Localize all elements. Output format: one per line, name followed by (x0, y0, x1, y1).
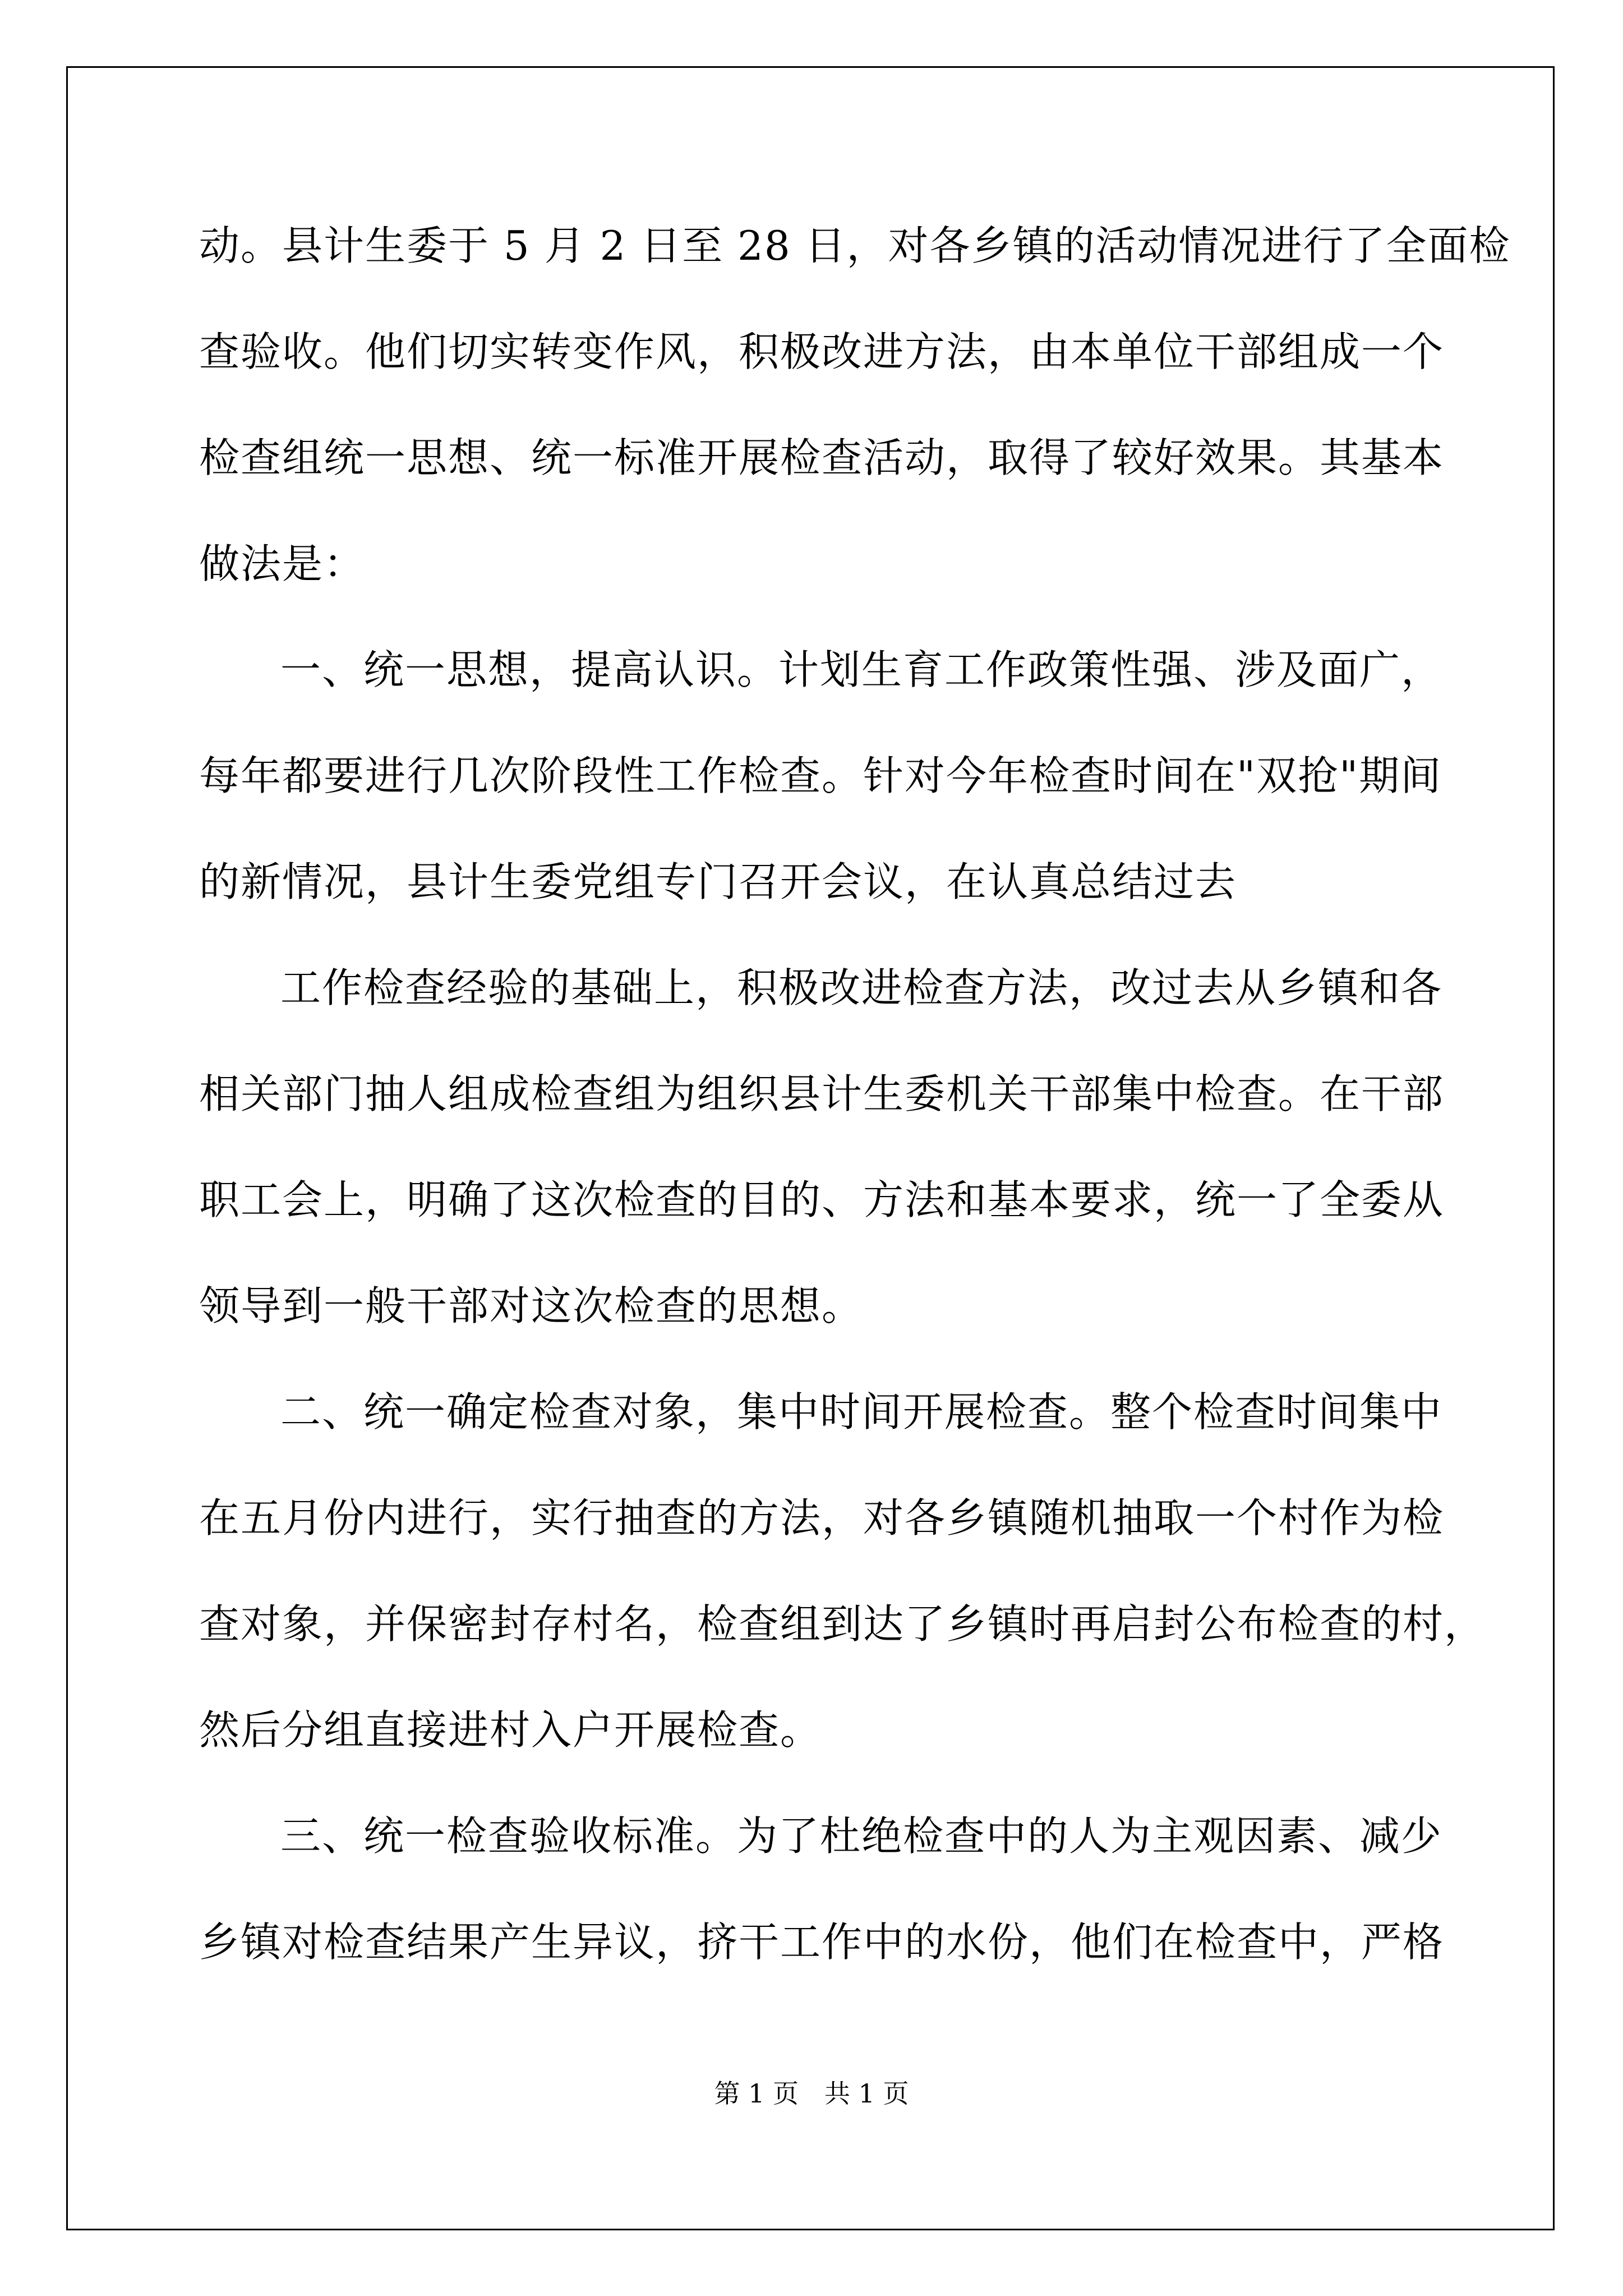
paragraph-first-line: 三、统一检查验收标准。为了杜绝检查中的人为主观因素、减少 (280, 1812, 1443, 1860)
body-line: 相关部门抽人组成检查组为组织县计生委机关干部集中检查。在干部 (199, 1070, 1445, 1117)
paragraph-first-line: 工作检查经验的基础上，积极改进检查方法，改过去从乡镇和各 (280, 964, 1443, 1011)
paragraph-first-line: 二、统一确定检查对象，集中时间开展检查。整个检查时间集中 (280, 1388, 1443, 1435)
body-line: 的新情况，县计生委党组专门召开会议，在认真总结过去 (199, 858, 1237, 905)
body-line: 职工会上，明确了这次检查的目的、方法和基本要求，统一了全委从 (199, 1176, 1445, 1223)
body-line: 乡镇对检查结果产生异议，挤干工作中的水份，他们在检查中，严格 (199, 1918, 1445, 1966)
page-number-footer: 第 1 页 共 1 页 (714, 2078, 909, 2109)
body-line: 做法是： (199, 540, 366, 587)
body-line: 每年都要进行几次阶段性工作检查。针对今年检查时间在"双抢"期间 (199, 752, 1442, 799)
body-line: 在五月份内进行，实行抽查的方法，对各乡镇随机抽取一个村作为检 (199, 1494, 1445, 1542)
document-body (199, 219, 1511, 2021)
body-line: 检查组统一思想、统一标准开展检查活动，取得了较好效果。其基本 (199, 434, 1445, 481)
body-line: 查验收。他们切实转变作风，积极改进方法，由本单位干部组成一个 (199, 328, 1445, 375)
body-line: 查对象，并保密封存村名，检查组到达了乡镇时再启封公布检查的村， (199, 1600, 1486, 1648)
body-line: 领导到一般干部对这次检查的思想。 (199, 1282, 864, 1329)
body-line: 动。县计生委于 5 月 2 日至 28 日，对各乡镇的活动情况进行了全面检 (199, 222, 1511, 269)
body-line: 然后分组直接进村入户开展检查。 (199, 1706, 822, 1754)
paragraph-first-line: 一、统一思想，提高认识。计划生育工作政策性强、涉及面广， (280, 646, 1443, 693)
